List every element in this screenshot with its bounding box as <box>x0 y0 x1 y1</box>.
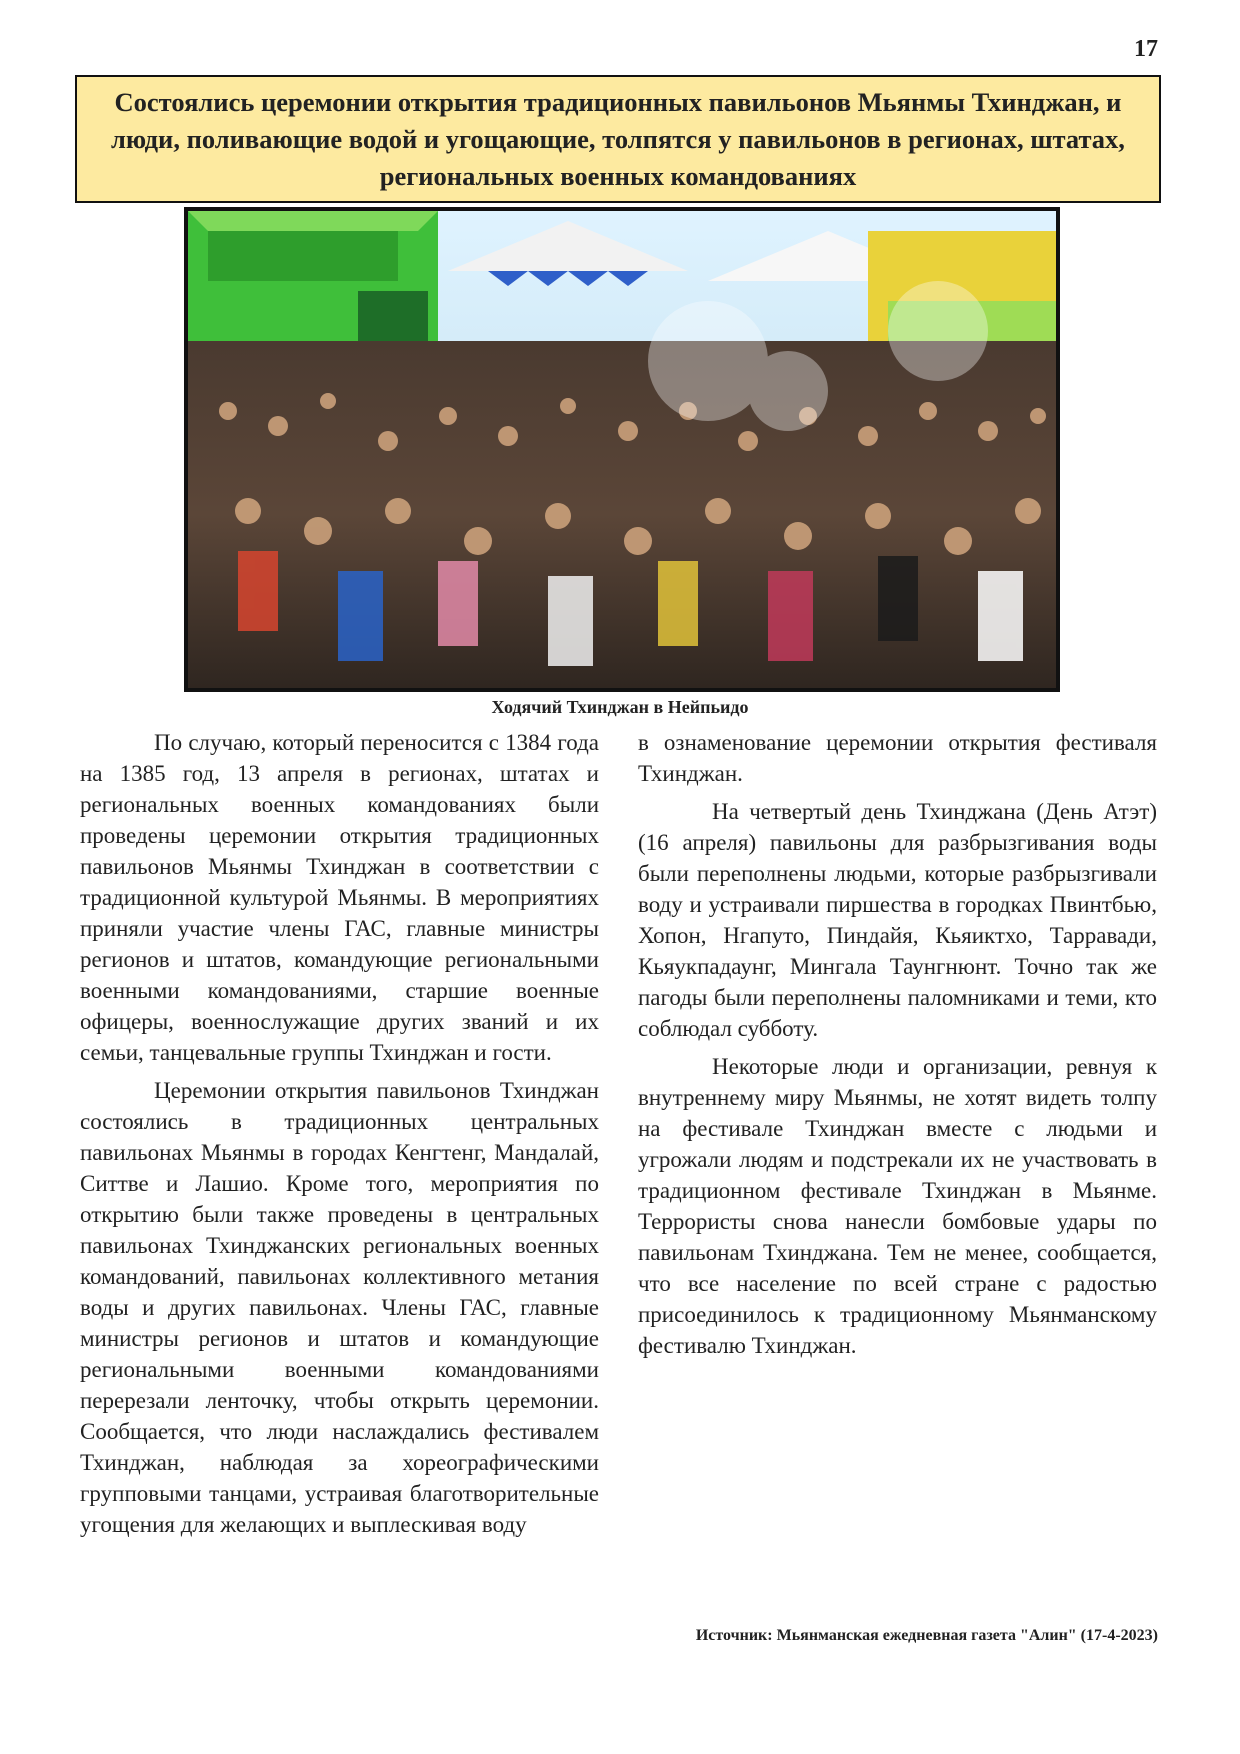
crowd-photo-illustration <box>188 211 1056 688</box>
right-column <box>638 727 1157 1368</box>
source-attribution: Источник: Мьянманская ежедневная газета "Алин" (17-4-2023) <box>695 1627 1158 1644</box>
paragraph-continued: в ознаменование церемонии открытия фестиваля Тхинджан. <box>638 730 1157 786</box>
paragraph: Церемонии открытия павильонов Тхинджан состоялись в традиционных центральных павильонах Мьянмы в городах Кенгтенг, Мандалай, Ситтве и Лашио. Кроме того, мероприятия по открытию были также проведены в центральных павильонах Тхинджанских региональных военных командований, павильонах коллективного метания воды и других павильонах. Члены ГАС, главные министры регионов и штатов и командующие региональными военными командованиями перерезали ленточку, чтобы открыть церемонии. Сообщается, что люди наслаждались фестивалем Тхинджан, наблюдая за хореографическими групповыми танцами, устраивая благотворительные угощения для желающих и выплескивая воду <box>80 1078 599 1537</box>
paragraph: На четвертый день Тхинджана (День Атэт) (16 апреля) павильоны для разбрызгивания воды были переполнены людьми, которые разбрызгивали воду и устраивали пиршества в городках Пвинтбью, Хопон, Нгапуто, Пиндайя, Кьяиктхо, Тарравади, Кьяукпадаунг, Мингала Таунгнюнт. Точно так же пагоды были переполнены паломниками и теми, кто соблюдал субботу. <box>638 799 1157 1041</box>
left-column <box>80 727 599 1547</box>
photo-caption: Ходячий Тхинджан в Нейпьидо <box>491 697 749 717</box>
article-title: Состоялись церемонии открытия традиционных павильонов Мьянмы Тхинджан, и люди, поливающие водой и угощающие, толпятся у павильонов в регионах, штатах, региональных военных командованиях <box>111 86 1125 191</box>
festival-crowd-photo <box>184 207 1060 692</box>
paragraph: По случаю, который переносится с 1384 года на 1385 год, 13 апреля в регионах, штатах и региональных военных командованиях были проведены церемонии открытия традиционных павильонов Мьянмы Тхинджан в соответствии с традиционной культурой Мьянмы. В мероприятиях приняли участие члены ГАС, главные министры регионов и штатов, командующие региональными военными командованиями, старшие военные офицеры, военнослужащие других званий и их семьи, танцевальные группы Тхинджан и гости. <box>80 730 599 1065</box>
paragraph: Некоторые люди и организации, ревнуя к внутреннему миру Мьянмы, не хотят видеть толпу на фестивале Тхинджан вместе с людьми и угрожали людям и подстрекали их не участвовать в традиционном фестивале Тхинджан в Мьянме. Террористы снова нанесли бомбовые удары по павильонам Тхинджана. Тем не менее, сообщается, что все население по всей стране с радостью присоединилось к традиционному Мьянманскому фестивалю Тхинджан. <box>638 1054 1157 1358</box>
article-title-box <box>75 75 1161 203</box>
page-number: 17 <box>1134 36 1158 62</box>
